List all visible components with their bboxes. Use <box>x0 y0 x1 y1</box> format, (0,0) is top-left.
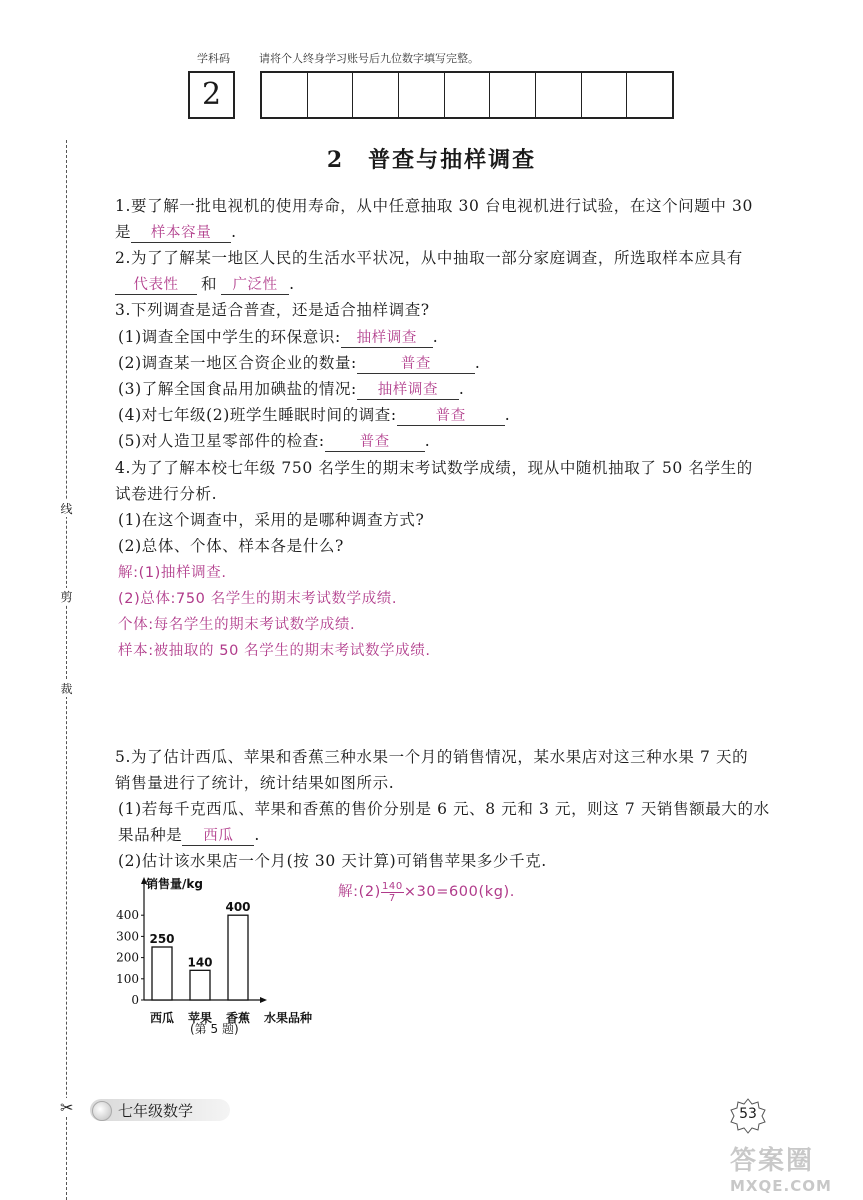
subject-code-label: 学科码 <box>197 52 230 65</box>
q5-text-2: 销售量进行了统计，统计结果如图所示. <box>115 774 395 792</box>
q4-text: 4.为了了解本校七年级 750 名学生的期末考试数学成绩，现从中随机抽取了 50 名学生的 <box>115 459 753 477</box>
account-digit-box[interactable] <box>582 73 628 117</box>
q1-answer: 样本容量 <box>131 221 231 243</box>
subject-code-box: 2 <box>188 71 235 119</box>
account-digit-box[interactable] <box>627 73 672 117</box>
q1-end: . <box>231 223 237 241</box>
footer-book-title: 七年级数学 <box>118 1102 194 1120</box>
q3-item-text: (5)对人造卫星零部件的检查: <box>118 432 325 450</box>
q5-sub1-line2 <box>118 823 260 846</box>
q3-item-text: (3)了解全国食品用加碘盐的情况: <box>118 380 357 398</box>
q5-sub2: (2)估计该水果店一个月(按 30 天计算)可销售苹果多少千克. <box>118 852 547 870</box>
q4-answer-line: 个体:每名学生的期末考试数学成绩. <box>118 617 356 633</box>
bar <box>228 915 248 1000</box>
q3-item-answer: 普查 <box>325 430 425 452</box>
account-digit-box[interactable] <box>445 73 491 117</box>
account-digit-box[interactable] <box>536 73 582 117</box>
q3-item-end: . <box>424 432 431 450</box>
q4-answer-line: 样本:被抽取的 50 名学生的期末考试数学成绩. <box>118 643 431 659</box>
q3-item <box>118 377 464 400</box>
y-tick-label: 100 <box>116 971 139 986</box>
q3-item <box>118 403 510 426</box>
account-digit-box[interactable] <box>399 73 445 117</box>
bar <box>190 970 210 1000</box>
q3-item-answer: 普查 <box>397 404 505 426</box>
q4-sub2: (2)总体、个体、样本各是什么? <box>118 537 344 555</box>
account-number-boxes[interactable] <box>260 71 674 119</box>
q4-answer-line: 解:(1)抽样调查. <box>118 565 227 581</box>
cut-line <box>66 140 67 1200</box>
q2-and: 和 <box>201 275 218 293</box>
q3-item-end: . <box>432 328 439 346</box>
cut-line-char: 剪 <box>58 588 75 605</box>
q3-item-end: . <box>458 380 465 398</box>
q3-item <box>118 351 480 374</box>
x-tick-label: 西瓜 <box>149 1011 175 1025</box>
bar-value-label: 250 <box>149 932 175 946</box>
x-tick-label: 香蕉 <box>225 1011 251 1025</box>
q5-text: 5.为了估计西瓜、苹果和香蕉三种水果一个月的销售情况，某水果店对这三种水果 7 天的 <box>115 748 749 766</box>
y-tick-label: 400 <box>116 908 139 923</box>
q1-text: 1.要了解一批电视机的使用寿命，从中任意抽取 30 台电视机进行试验，在这个问题中 30 <box>115 197 753 215</box>
q5-fraction <box>381 881 404 904</box>
page-number: 53 <box>739 1106 757 1122</box>
q3-item-text: (1)调查全国中学生的环保意识: <box>118 328 341 346</box>
bar-value-label: 140 <box>187 955 213 970</box>
q3-item-end: . <box>474 354 481 372</box>
q3-item <box>118 325 438 348</box>
page-title: 2 普查与抽样调查 <box>326 147 537 173</box>
account-digit-box[interactable] <box>490 73 536 117</box>
q5-sub1-answer: 西瓜 <box>182 824 254 846</box>
q3-item-answer: 普查 <box>357 352 475 374</box>
bar-value-label: 400 <box>225 900 251 915</box>
scissors-icon: ✂ <box>60 1098 74 1117</box>
footer-bullet-icon <box>92 1101 112 1121</box>
q4-text-2: 试卷进行分析. <box>115 485 218 503</box>
y-tick-label: 0 <box>131 993 139 1007</box>
y-tick-label: 300 <box>116 929 139 944</box>
q3-item-answer: 抽样调查 <box>357 378 459 400</box>
q5-solution-post: ×30=600(kg). <box>403 884 515 900</box>
chart-caption: (第 5 题) <box>190 1022 239 1036</box>
q5-sub1: (1)若每千克西瓜、苹果和香蕉的售价分别是 6 元、8 元和 3 元，则这 7 天销售额最大的水 <box>118 800 770 818</box>
watermark-line1: 答案圈 <box>730 1146 815 1176</box>
q5-sub1-pre: 果品种是 <box>118 826 183 844</box>
q5-solution-pre: 解:(2) <box>338 884 381 900</box>
fraction-numerator: 140 <box>381 880 403 892</box>
q3-item <box>118 429 430 452</box>
q5-sub1-end: . <box>254 826 260 844</box>
q3-item-text: (4)对七年级(2)班学生睡眠时间的调查: <box>118 406 397 424</box>
watermark <box>730 1140 855 1195</box>
x-axis-arrow-icon <box>260 997 267 1003</box>
cut-line-char: 裁 <box>58 680 75 697</box>
account-digit-box[interactable] <box>353 73 399 117</box>
q3-item-text: (2)调查某一地区合资企业的数量: <box>118 354 357 372</box>
q1-line2 <box>115 220 237 243</box>
account-digit-box[interactable] <box>308 73 354 117</box>
q4-sub1: (1)在这个调查中，采用的是哪种调查方式? <box>118 511 425 529</box>
q2-end: . <box>289 275 295 293</box>
x-axis-label: 水果品种 <box>264 1011 313 1025</box>
watermark-line2: MXQE.COM <box>730 1177 832 1195</box>
q3-item-end: . <box>504 406 511 424</box>
q2-text: 2.为了了解某一地区人民的生活水平状况，从中抽取一部分家庭调查，所选取样本应具有 <box>115 249 743 267</box>
q2-answer-1: 代表性 <box>115 273 197 295</box>
bar <box>152 947 172 1000</box>
q2-answer-2: 广泛性 <box>221 273 289 295</box>
q1-text-pre: 是 <box>115 223 132 241</box>
account-instruction: 请将个人终身学习账号后九位数字填写完整。 <box>259 52 479 65</box>
y-tick-label: 200 <box>116 950 139 965</box>
q4-answer-line: (2)总体:750 名学生的期末考试数学成绩. <box>118 591 398 607</box>
cut-line-char: 线 <box>58 500 75 517</box>
q3-item-answer: 抽样调查 <box>341 326 433 348</box>
q5-solution <box>338 880 515 904</box>
q3-stem: 3.下列调查是适合普查，还是适合抽样调查? <box>115 301 430 319</box>
x-tick-label: 苹果 <box>187 1011 213 1025</box>
y-axis-label: 销售量/kg <box>146 877 203 891</box>
fraction-denominator: 7 <box>388 892 396 904</box>
q2-line2 <box>115 272 295 295</box>
account-digit-box[interactable] <box>262 73 308 117</box>
